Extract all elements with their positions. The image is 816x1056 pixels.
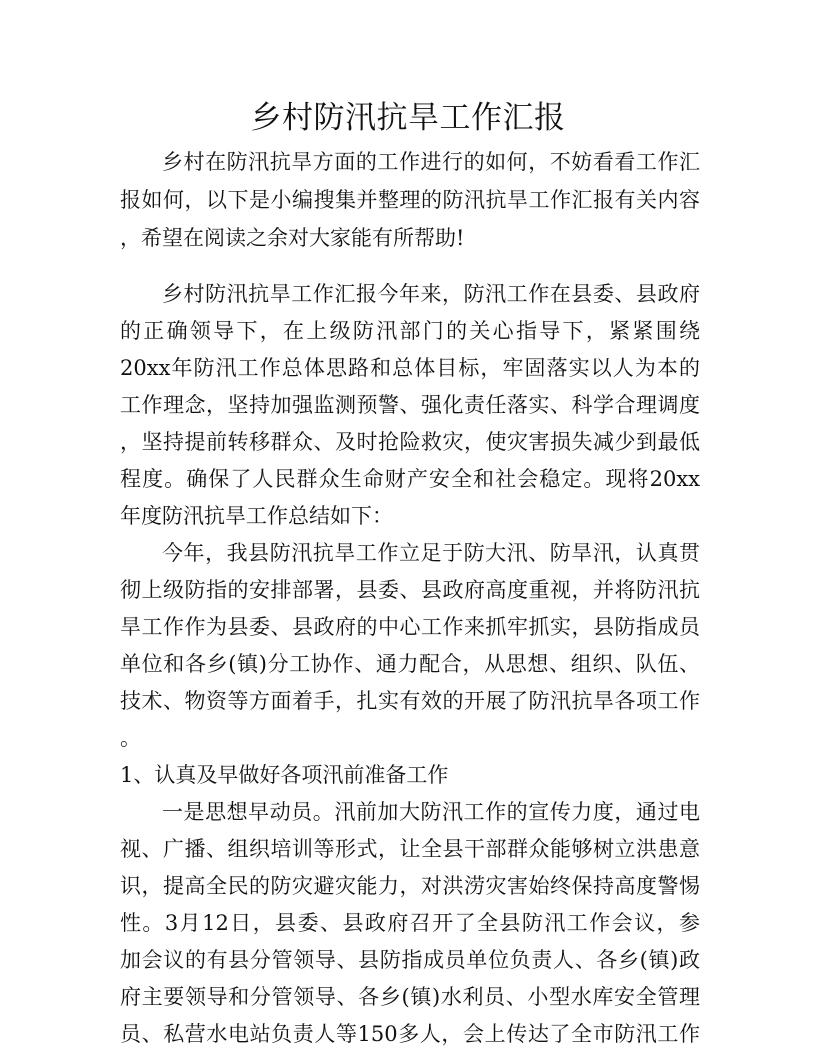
paragraph-line: 员、私营水电站负责人等150多人，会上传达了全市防汛工作 xyxy=(120,1022,700,1046)
paragraph-line: 乡村在防汛抗旱方面的工作进行的如何，不妨看看工作汇 xyxy=(162,150,700,174)
paragraph-line: 年度防汛抗旱工作总结如下： xyxy=(120,504,393,528)
document-title: 乡村防汛抗旱工作汇报 xyxy=(250,100,566,136)
paragraph-line: ，坚持提前转移群众、及时抢险救灾，使灾害损失减少到最低 xyxy=(120,430,700,454)
paragraph-line: 加会议的有县分管领导、县防指成员单位负责人、各乡(镇)政 xyxy=(120,948,700,972)
section-heading: 1、认真及早做好各项汛前准备工作 xyxy=(120,763,449,787)
paragraph-line: 的正确领导下，在上级防汛部门的关心指导下，紧紧围绕 xyxy=(120,319,700,343)
paragraph-line: 视、广播、组织培训等形式，让全县干部群众能够树立洪患意 xyxy=(120,837,700,861)
paragraph-line: ，希望在阅读之余对大家能有所帮助! xyxy=(120,226,465,250)
paragraph-line: 识，提高全民的防灾避灾能力，对洪涝灾害始终保持高度警惕 xyxy=(120,874,700,898)
paragraph-line: 20xx年防汛工作总体思路和总体目标，牢固落实以人为本的 xyxy=(120,356,700,380)
paragraph-line: 旱工作作为县委、县政府的中心工作来抓牢抓实，县防指成员 xyxy=(120,615,700,639)
paragraph-line: 彻上级防指的安排部署，县委、县政府高度重视，并将防汛抗 xyxy=(120,578,700,602)
paragraph-line: 报如何，以下是小编搜集并整理的防汛抗旱工作汇报有关内容 xyxy=(120,188,700,212)
paragraph-line: 今年，我县防汛抗旱工作立足于防大汛、防旱汛，认真贯 xyxy=(162,541,700,565)
paragraph-line: 单位和各乡(镇)分工协作、通力配合，从思想、组织、队伍、 xyxy=(120,652,700,676)
paragraph-line: 乡村防汛抗旱工作汇报今年来，防汛工作在县委、县政府 xyxy=(162,282,700,306)
paragraph-line: 技术、物资等方面着手，扎实有效的开展了防汛抗旱各项工作 xyxy=(120,689,700,713)
paragraph-line: 府主要领导和分管领导、各乡(镇)水利员、小型水库安全管理 xyxy=(120,985,700,1009)
paragraph-line: 工作理念，坚持加强监测预警、强化责任落实、科学合理调度 xyxy=(120,393,700,417)
paragraph-line: 性。3月12日，县委、县政府召开了全县防汛工作会议，参 xyxy=(120,911,700,935)
paragraph-line: 程度。确保了人民群众生命财产安全和社会稳定。现将20xx xyxy=(120,467,700,491)
paragraph-line: 一是思想早动员。汛前加大防汛工作的宣传力度，通过电 xyxy=(162,800,700,824)
paragraph-line: 。 xyxy=(120,726,141,750)
